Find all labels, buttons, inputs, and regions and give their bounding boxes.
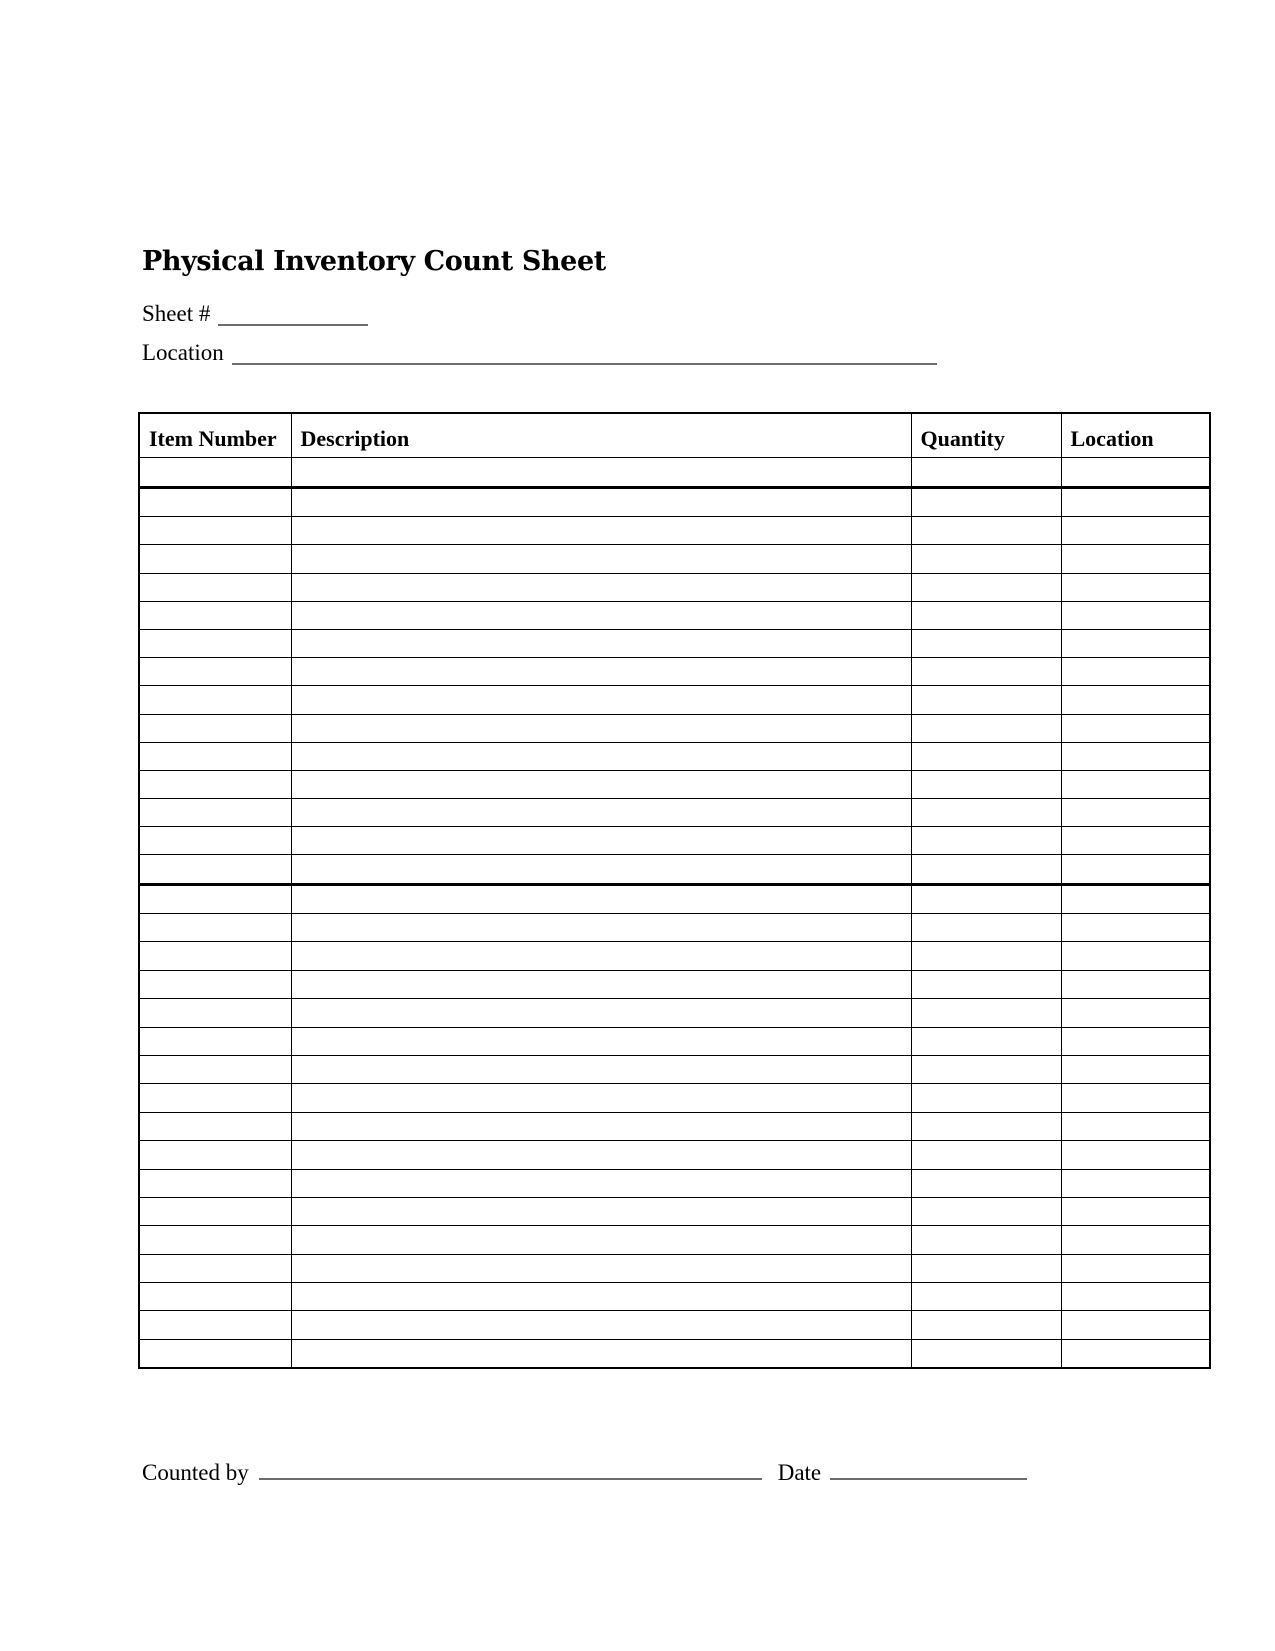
table-row [139,1055,1210,1083]
table-cell [911,1311,1061,1339]
table-row [139,686,1210,714]
table-cell [911,1339,1061,1368]
table-cell [291,629,911,657]
table-cell [139,1027,291,1055]
table-cell [1061,601,1210,629]
table-cell [911,1254,1061,1282]
table-row [139,1226,1210,1254]
table-row [139,1141,1210,1169]
table-cell [291,1112,911,1140]
table-cell [1061,1169,1210,1197]
table-row [139,545,1210,573]
table-cell [911,799,1061,827]
table-cell [291,545,911,573]
table-cell [291,1027,911,1055]
table-row [139,488,1210,517]
sheet-number-label: Sheet # [142,301,211,326]
table-cell [911,658,1061,686]
table-cell [291,970,911,998]
table-row [139,573,1210,601]
table-cell [139,1226,291,1254]
table-cell [1061,799,1210,827]
table-cell [1061,1226,1210,1254]
table-cell [139,488,291,517]
table-cell [1061,488,1210,517]
table-row [139,1027,1210,1055]
table-cell [139,942,291,970]
table-cell [139,1084,291,1112]
table-row [139,1283,1210,1311]
table-cell [139,545,291,573]
table-cell [139,1283,291,1311]
table-row [139,1311,1210,1339]
table-cell [139,827,291,855]
table-cell [1061,517,1210,545]
table-row [139,458,1210,488]
table-row [139,714,1210,742]
table-cell [911,914,1061,942]
location-field [142,340,937,366]
table-cell [911,458,1061,488]
table-row [139,1339,1210,1368]
table-cell [1061,999,1210,1027]
table-cell [911,1141,1061,1169]
date-label: Date [777,1460,822,1485]
table-cell [911,1027,1061,1055]
table-row [139,658,1210,686]
table-cell [291,658,911,686]
table-cell [911,545,1061,573]
table-cell [1061,629,1210,657]
table-cell [291,517,911,545]
table-cell [1061,1027,1210,1055]
table-cell [139,1112,291,1140]
table-cell [911,488,1061,517]
table-cell [291,884,911,913]
table-cell [291,1283,911,1311]
table-cell [291,1197,911,1225]
table-cell [139,1339,291,1368]
table-cell [291,714,911,742]
table-cell [139,517,291,545]
table-cell [1061,545,1210,573]
table-cell [291,573,911,601]
location-blank [232,343,937,365]
table-cell [1061,742,1210,770]
table-cell [139,884,291,913]
table-cell [1061,1084,1210,1112]
table-cell [911,884,1061,913]
table-row [139,1197,1210,1225]
table-cell [291,1084,911,1112]
table-cell [291,601,911,629]
table-cell [1061,914,1210,942]
table-cell [291,458,911,488]
table-cell [139,1055,291,1083]
table-cell [291,942,911,970]
table-cell [911,714,1061,742]
column-header-description: Description [291,413,911,458]
table-row [139,914,1210,942]
table-cell [911,742,1061,770]
table-cell [1061,1311,1210,1339]
table-row [139,1254,1210,1282]
table-cell [139,799,291,827]
table-cell [291,1226,911,1254]
table-cell [139,686,291,714]
table-cell [911,629,1061,657]
table-cell [1061,1197,1210,1225]
column-header-quantity: Quantity [911,413,1061,458]
table-cell [1061,1055,1210,1083]
table-cell [911,1112,1061,1140]
table-cell [291,1311,911,1339]
counted-by-blank [259,1458,762,1480]
table-cell [139,714,291,742]
table-cell [1061,770,1210,798]
table-cell [911,1055,1061,1083]
table-cell [1061,1112,1210,1140]
table-row [139,1084,1210,1112]
table-cell [139,1169,291,1197]
table-cell [139,573,291,601]
table-cell [291,855,911,884]
table-cell [139,999,291,1027]
table-cell [1061,1283,1210,1311]
table-header-row [139,413,1210,458]
table-cell [291,770,911,798]
table-cell [139,742,291,770]
table-cell [1061,573,1210,601]
counted-by-label: Counted by [142,1460,249,1485]
table-cell [1061,714,1210,742]
table-cell [139,458,291,488]
table-cell [291,799,911,827]
table-cell [291,827,911,855]
table-cell [1061,884,1210,913]
table-row [139,1169,1210,1197]
table-cell [1061,827,1210,855]
table-row [139,1112,1210,1140]
table-row [139,799,1210,827]
table-cell [911,601,1061,629]
table-cell [139,914,291,942]
inventory-table-body [139,458,1210,1369]
table-cell [911,517,1061,545]
table-cell [1061,855,1210,884]
table-cell [139,601,291,629]
table-cell [139,1141,291,1169]
table-cell [139,629,291,657]
table-cell [139,770,291,798]
table-row [139,601,1210,629]
table-row [139,942,1210,970]
table-row [139,742,1210,770]
table-cell [1061,686,1210,714]
table-cell [911,855,1061,884]
table-cell [911,1169,1061,1197]
table-cell [291,1254,911,1282]
table-cell [139,855,291,884]
table-cell [1061,1254,1210,1282]
table-row [139,884,1210,913]
table-cell [1061,658,1210,686]
table-cell [291,742,911,770]
page-title: Physical Inventory Count Sheet [142,246,606,277]
table-row [139,517,1210,545]
table-cell [291,999,911,1027]
table-cell [291,686,911,714]
table-cell [291,1169,911,1197]
table-cell [911,999,1061,1027]
table-row [139,999,1210,1027]
table-row [139,827,1210,855]
location-label: Location [142,340,224,365]
date-blank [830,1458,1027,1480]
table-cell [139,1311,291,1339]
table-cell [911,770,1061,798]
table-row [139,629,1210,657]
table-cell [911,1197,1061,1225]
sheet-number-blank [218,304,368,326]
table-cell [291,1055,911,1083]
table-cell [291,914,911,942]
table-cell [911,1283,1061,1311]
table-cell [911,1226,1061,1254]
table-cell [1061,942,1210,970]
table-cell [911,942,1061,970]
column-header-item-number: Item Number [139,413,291,458]
table-row [139,770,1210,798]
column-header-location: Location [1061,413,1210,458]
table-cell [1061,970,1210,998]
table-cell [1061,1141,1210,1169]
table-cell [139,1254,291,1282]
table-cell [139,1197,291,1225]
sheet-number-field [142,301,368,327]
table-cell [139,658,291,686]
table-cell [911,827,1061,855]
table-cell [291,1141,911,1169]
signature-line [142,1458,1027,1486]
table-cell [911,573,1061,601]
table-cell [291,1339,911,1368]
table-cell [911,970,1061,998]
table-cell [911,1084,1061,1112]
table-row [139,970,1210,998]
table-row [139,855,1210,884]
inventory-table [138,412,1211,1369]
table-cell [911,686,1061,714]
table-cell [139,970,291,998]
table-cell [1061,1339,1210,1368]
table-cell [1061,458,1210,488]
table-cell [291,488,911,517]
